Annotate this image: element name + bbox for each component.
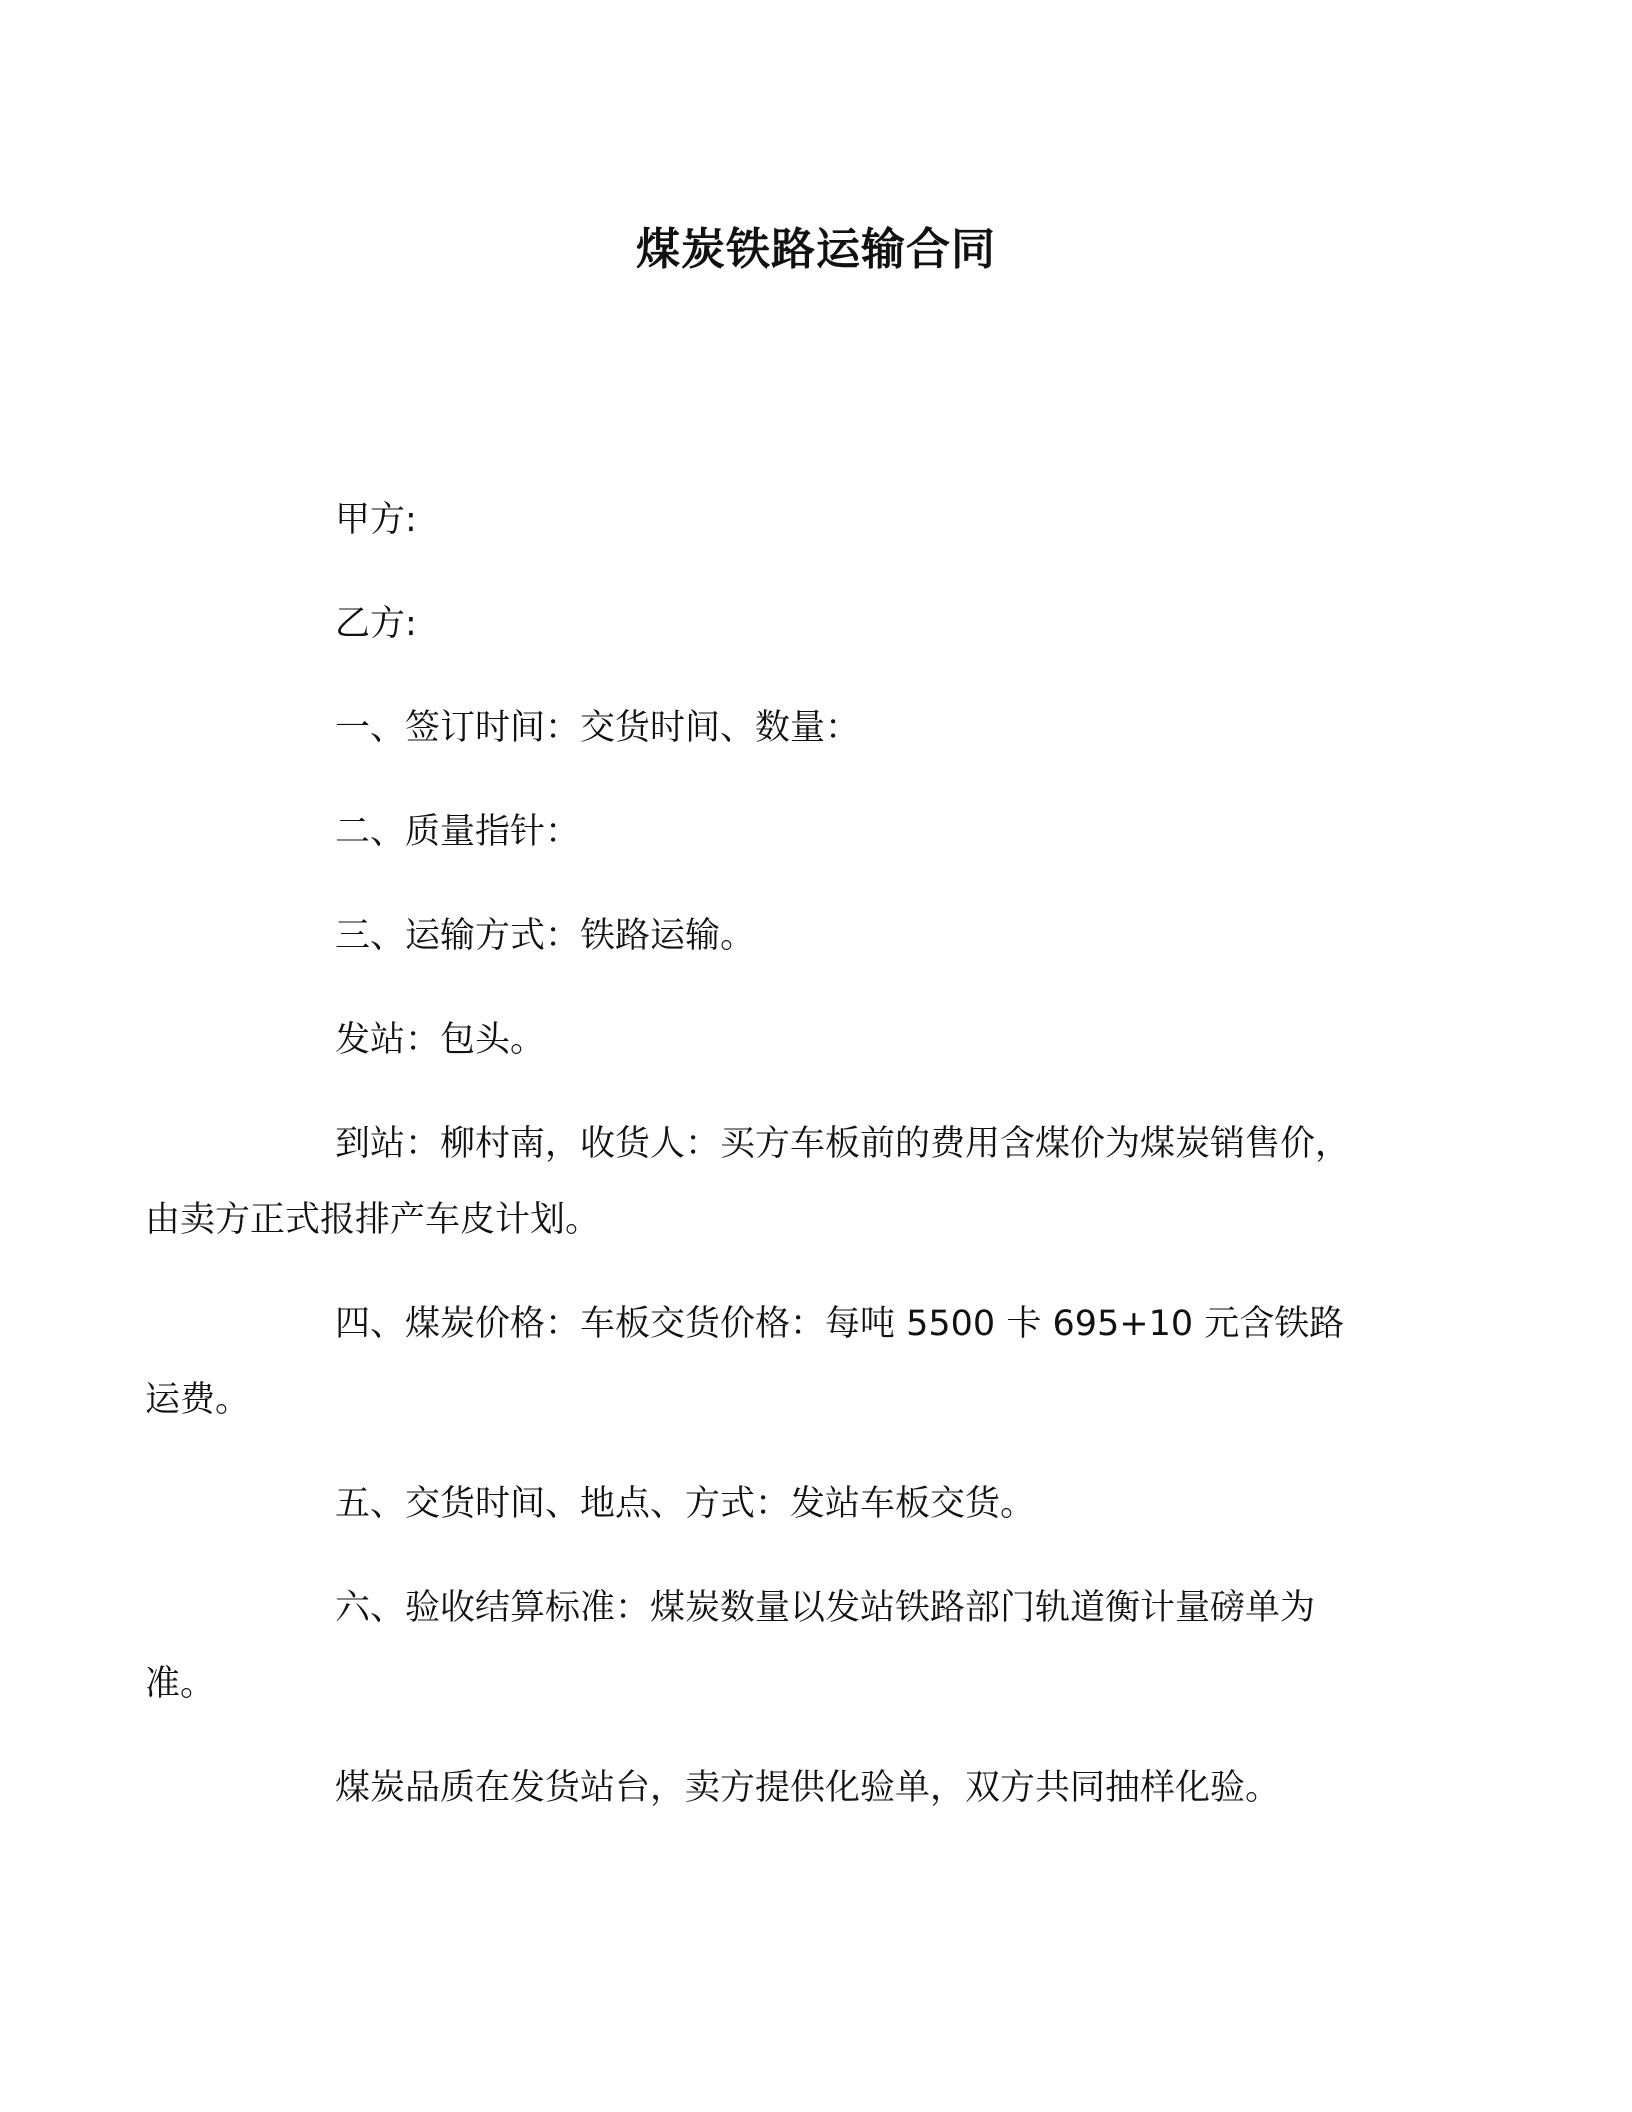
clause-quality <box>240 794 1400 870</box>
clause-signing-time <box>240 690 1400 766</box>
coal-quality-clause-text: 煤炭品质在发货站台，卖方提供化验单，双方共同抽样化验。 <box>335 1768 1281 1808</box>
arrival-station <box>145 1106 1400 1258</box>
party-a-line <box>240 482 1400 558</box>
clause-delivery-text: 五、交货时间、地点、方式：发站车板交货。 <box>335 1484 1036 1524</box>
clause-acceptance-line-1: 六、验收结算标准：煤炭数量以发站铁路部门轨道衡计量磅单为 <box>335 1588 1316 1628</box>
clause-coal-price-line-1: 四、煤炭价格：车板交货价格：每吨 5500 卡 695+10 元含铁路 <box>335 1304 1345 1344</box>
arrival-station-line-1: 到站：柳村南，收货人：买方车板前的费用含煤价为煤炭销售价， <box>335 1124 1351 1164</box>
arrival-station-line-2: 由卖方正式报排产车皮计划。 <box>145 1200 601 1240</box>
clause-acceptance <box>145 1570 1400 1722</box>
clause-quality-text: 二、质量指针： <box>335 812 581 852</box>
clause-delivery <box>240 1466 1400 1542</box>
document-title: 煤炭铁路运输合同 <box>636 224 996 275</box>
clause-signing-time-text: 一、签订时间：交货时间、数量： <box>335 708 861 748</box>
clause-transport-mode <box>240 898 1400 974</box>
clause-coal-price-line-2: 运费。 <box>145 1380 251 1420</box>
clause-coal-price <box>145 1286 1400 1438</box>
clause-acceptance-line-2: 准。 <box>145 1664 216 1704</box>
coal-quality-clause <box>240 1750 1400 1826</box>
party-b-line <box>240 586 1400 662</box>
party-b-text: 乙方: <box>335 604 417 644</box>
party-a-text: 甲方: <box>335 500 417 540</box>
departure-station-text: 发站：包头。 <box>335 1020 546 1060</box>
departure-station <box>240 1002 1400 1078</box>
clause-transport-mode-text: 三、运输方式：铁路运输。 <box>335 916 756 956</box>
